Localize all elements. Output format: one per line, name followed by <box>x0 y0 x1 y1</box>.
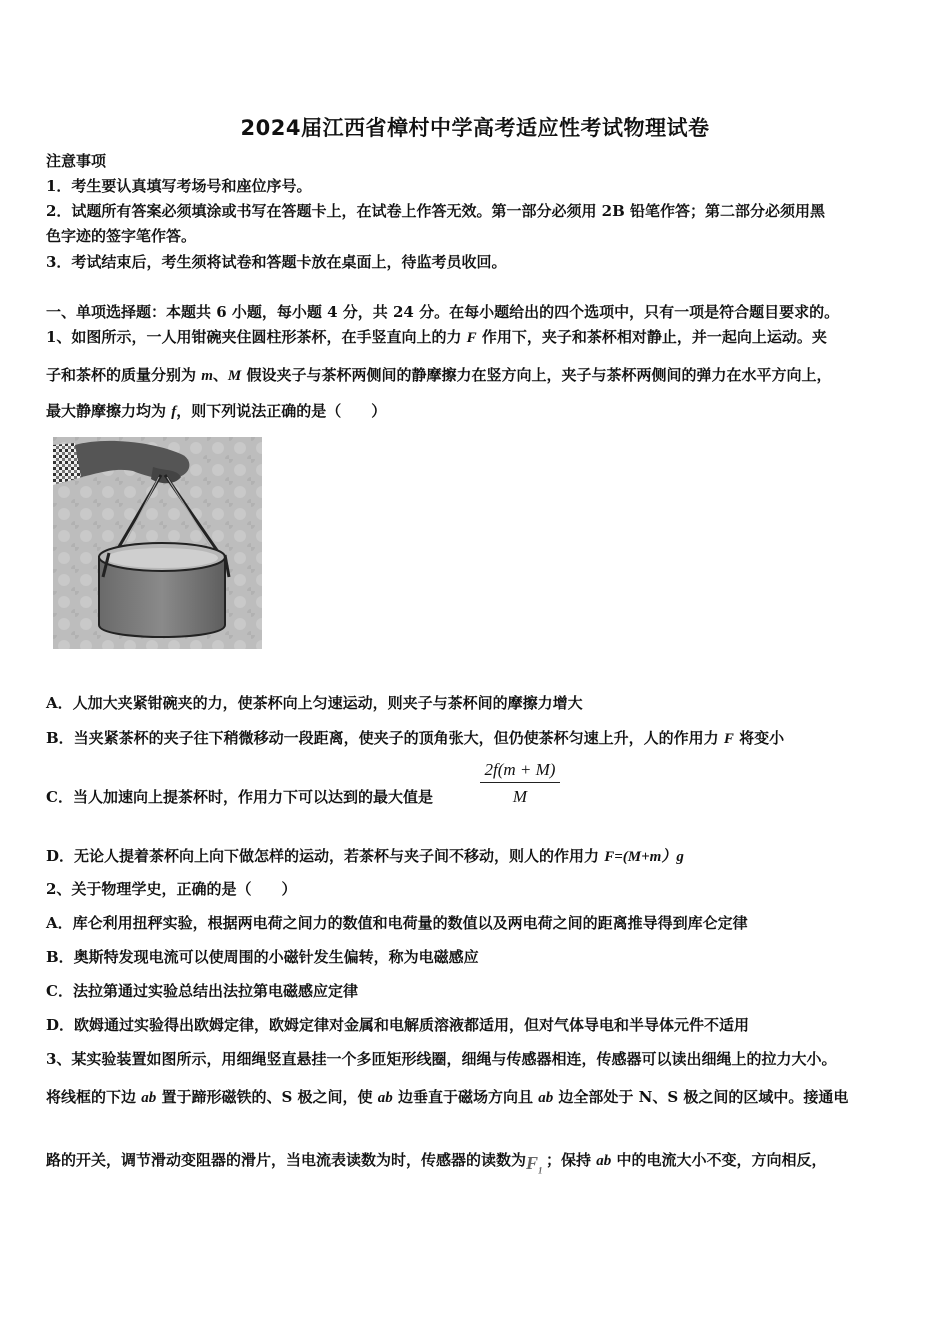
notice-item-1: 1．考生要认真填写考场号和座位序号。 <box>46 177 312 195</box>
q3-stem-line3: 路的开关，调节滑动变阻器的滑片，当电流表读数为时，传感器的读数为$F_1$；保持 ab 中的电流大小不变，方向相反， <box>46 1151 827 1176</box>
page-title: 2024届江西省樟村中学高考适应性考试物理试卷 <box>240 116 710 140</box>
notice-item-3: 3．考试结束后，考生须将试卷和答题卡放在桌面上，待监考员收回。 <box>46 253 507 271</box>
q2-stem: 2、关于物理学史，正确的是（ ） <box>46 880 297 898</box>
force-f1-symbol: $F_1$ <box>526 1153 543 1176</box>
q3-stem-line1: 3、某实验装置如图所示，用细绳竖直悬挂一个多匝矩形线圈，细绳与传感器相连，传感器可以读出细绳上的拉力大小。 <box>46 1050 837 1068</box>
q2-option-b: B．奥斯特发现电流可以使周围的小磁针发生偏转，称为电磁感应 <box>46 948 479 966</box>
q1-option-b: B．当夹紧茶杯的夹子往下稍微移动一段距离，使夹子的顶角张大，但仍使茶杯匀速上升，人的作用力 F 将变小 <box>46 729 785 747</box>
q1-option-d: D．无论人提着茶杯向上向下做怎样的运动，若茶杯与夹子间不移动，则人的作用力 F=(M+m）g <box>46 847 684 865</box>
q2-option-a: A．库仑利用扭秤实验，根据两电荷之间力的数值和电荷量的数值以及两电荷之间的距离推导得到库仑定律 <box>46 914 748 932</box>
fraction-numerator: 2f(m + M) <box>480 760 560 783</box>
fraction-denominator: M <box>512 787 528 806</box>
q1-option-a: A．人加大夹紧钳碗夹的力，使茶杯向上匀速运动，则夹子与茶杯间的摩擦力增大 <box>46 694 583 712</box>
notice-item-2: 2．试题所有答案必须填涂或书写在答题卡上，在试卷上作答无效。第一部分必须用 2B 铅笔作答；第二部分必须用黑 <box>46 202 826 220</box>
section-heading: 一、单项选择题：本题共 6 小题，每小题 4 分，共 24 分。在每小题给出的四个选项中，只有一项是符合题目要求的。 <box>46 303 840 321</box>
q2-option-d: D．欧姆通过实验得出欧姆定律，欧姆定律对金属和电解质溶液都适用，但对气体导电和半导体元件不适用 <box>46 1016 750 1034</box>
q1-stem-line1: 1、如图所示，一人用钳碗夹住圆柱形茶杯，在手竖直向上的力 F 作用下，夹子和茶杯相对静止，并一起向上运动。夹 <box>46 328 827 346</box>
q2-option-c: C．法拉第通过实验总结出法拉第电磁感应定律 <box>46 982 358 1000</box>
q1-option-c: C．当人加速向上提茶杯时，作用力下可以达到的最大值是 <box>46 788 433 806</box>
max-force-fraction <box>480 760 560 807</box>
notice-item-2-cont: 色字迹的签字笔作答。 <box>46 227 197 245</box>
notice-heading: 注意事项 <box>46 152 107 170</box>
q1-stem-line2: 子和茶杯的质量分别为 m、M 假设夹子与茶杯两侧间的静摩擦力在竖方向上，夹子与茶杯两侧间的弹力在水平方向上， <box>46 366 832 384</box>
teacup-clamp-photo <box>53 437 262 649</box>
q3-stem-line2: 将线框的下边 ab 置于蹄形磁铁的、S 极之间，使 ab 边垂直于磁场方向且 ab 边全部处于 N、S 极之间的区域中。接通电 <box>46 1088 849 1106</box>
q1-stem-line3: 最大静摩擦力均为 f，则下列说法正确的是（ ） <box>46 402 387 420</box>
